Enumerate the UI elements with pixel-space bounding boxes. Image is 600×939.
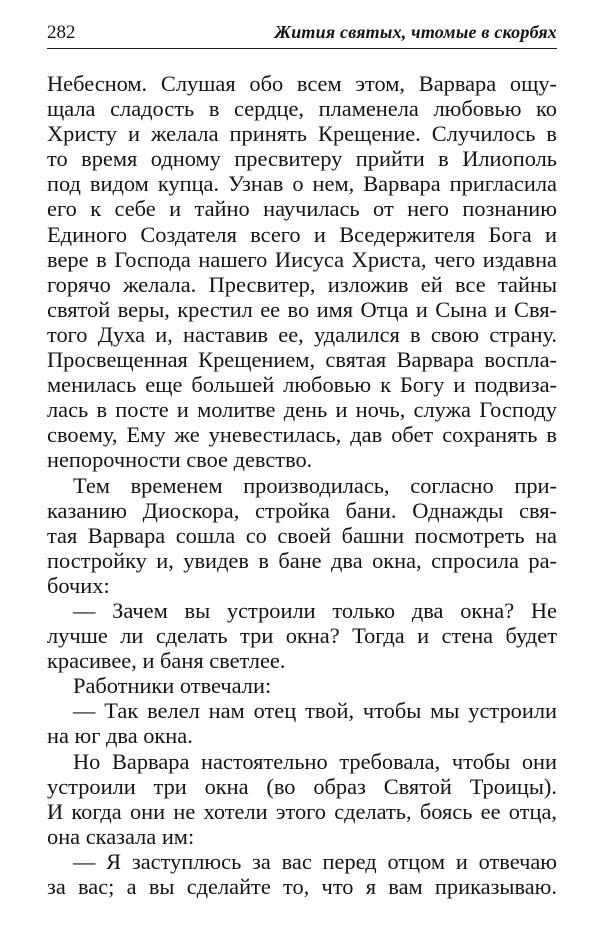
page-number: 282	[47, 22, 76, 43]
header-rule	[47, 48, 557, 49]
text-line: она сказала им:	[47, 823, 195, 849]
body-text	[47, 71, 557, 899]
running-title: Жития святых, чтомые в скорбях	[274, 22, 557, 42]
text-line: его к себе и тайно научилась от него познанию	[47, 196, 557, 222]
text-line: Просвещенная Крещением, святая Варвара воспла-	[47, 347, 557, 373]
text-line: того Духа и, наставив ее, удалился в свою страну.	[47, 321, 557, 347]
text-line: то время одному пресвитеру прийти в Илиополь	[47, 146, 557, 172]
text-line: лучше ли сделать три окна? Тогда и стена будет	[47, 623, 557, 649]
page-header	[47, 20, 557, 46]
text-line: — Так велел нам отец твой, чтобы мы устроили	[73, 698, 557, 724]
text-line: Небесном. Слушая обо всем этом, Варвара ощу-	[47, 71, 557, 96]
text-line: устроили три окна (во образ Святой Троицы).	[47, 773, 557, 799]
text-line: лась в посте и молитве день и ночь, служа Господу	[47, 397, 557, 423]
text-line: Тем временем производилась, согласно при-	[73, 472, 557, 498]
text-line: Христу и желала принять Крещение. Случилось в	[47, 121, 557, 147]
text-line: тая Варвара сошла со своей башни посмотреть на	[47, 522, 557, 548]
text-line: на юг два окна.	[47, 723, 193, 749]
text-line: — Я заступлюсь за вас перед отцом и отвечаю	[73, 848, 557, 874]
text-line: казанию Диоскора, стройка бани. Однажды свя-	[47, 497, 557, 523]
text-line: Единого Создателя всего и Вседержителя Бога и	[47, 221, 557, 247]
text-line: горячо желала. Пресвитер, изложив ей все тайны	[47, 271, 557, 297]
text-line: щала сладость в сердце, пламенела любовью ко	[47, 96, 557, 122]
text-line: вере в Господа нашего Иисуса Христа, чего издавна	[47, 246, 557, 272]
text-line: за вас; а вы сделайте то, что я вам приказываю.	[47, 874, 557, 899]
text-line: менилась еще большей любовью к Богу и подвиза-	[47, 372, 557, 398]
text-line: — Зачем вы устроили только два окна? Не	[73, 597, 557, 623]
text-line: постройку и, увидев в бане два окна, спросила ра-	[47, 547, 557, 573]
text-line: красивее, и баня светлее.	[47, 648, 286, 674]
text-line: Работники отвечали:	[73, 673, 272, 699]
text-line: непорочности свое девство.	[47, 447, 313, 473]
text-line: Но Варвара настоятельно требовала, чтобы они	[73, 748, 557, 774]
text-line: под видом купца. Узнав о нем, Варвара пригласила	[47, 171, 557, 197]
text-line: своему, Ему же уневестилась, дав обет сохранять в	[47, 422, 557, 448]
text-line: И когда они не хотели этого сделать, боясь ее отца,	[47, 798, 557, 824]
text-line: бочих:	[47, 572, 110, 598]
text-line: святой веры, крестил ее во имя Отца и Сына и Свя-	[47, 296, 557, 322]
